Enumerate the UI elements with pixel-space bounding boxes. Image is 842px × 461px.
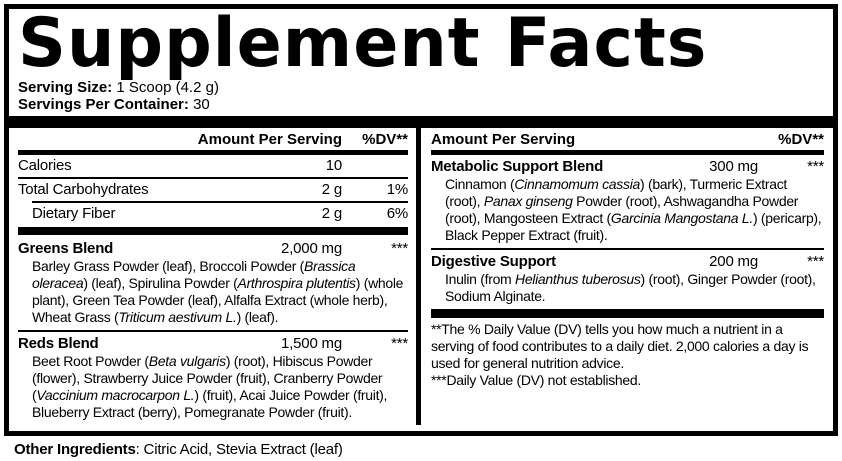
- serving-size-label: Serving Size:: [18, 79, 113, 96]
- greens-blend-amount: 2,000 mg: [281, 240, 342, 257]
- reds-blend-amount: 1,500 mg: [281, 335, 342, 352]
- serving-info: [18, 79, 824, 113]
- digestive-support-label: Digestive Support: [431, 253, 556, 270]
- left-header-amount: Amount Per Serving: [197, 131, 342, 148]
- total-carbohydrates-dv: 1%: [386, 181, 408, 198]
- calories-label: Calories: [18, 157, 72, 174]
- blend-reds-header: [18, 332, 408, 352]
- other-ingredients-line: [14, 441, 343, 458]
- column-left: [9, 128, 421, 425]
- footnote-not-established: ***Daily Value (DV) not established.: [431, 372, 641, 388]
- panel-title: Supplement Facts: [18, 4, 708, 84]
- dietary-fiber-dv: 6%: [386, 205, 408, 222]
- right-header-amount: Amount Per Serving: [431, 131, 576, 148]
- reds-blend-ingredients: Beet Root Powder (Beta vulgaris) (root), Hibiscus Powder (flower), Strawberry Juice Powder (fruit), Cranberry Powder (Vaccinium macrocarpon L.) (fruit), Acai Juice Powder (fruit), Blueberry Extract (berry), Pomegranate Powder (fruit).: [32, 353, 388, 420]
- facts-columns: [9, 128, 833, 425]
- serving-size-value: 1 Scoop (4.2 g): [116, 79, 219, 96]
- left-column-header: [18, 128, 408, 150]
- right-column-header: [431, 128, 824, 150]
- supplement-facts-panel: [4, 4, 838, 436]
- row-calories: [18, 155, 408, 177]
- metabolic-support-blend-amount: 300 mg: [709, 158, 758, 175]
- digestive-support-amount: 200 mg: [709, 253, 758, 270]
- digestive-support-dv: ***: [807, 253, 824, 270]
- footnote-daily-value: **The % Daily Value (DV) tells you how much a nutrient in a serving of food contributes to a daily diet. 2,000 calories a day is used for general nutrition advice.: [431, 321, 809, 371]
- other-ingredients-label: Other Ingredients: [14, 441, 136, 458]
- metabolic-support-blend-label: Metabolic Support Blend: [431, 158, 604, 175]
- blend-digestive-header: [431, 250, 824, 270]
- left-header-dv: %DV**: [362, 131, 408, 148]
- reds-blend-dv: ***: [391, 335, 408, 352]
- calories-amount: 10: [325, 157, 342, 174]
- greens-blend-label: Greens Blend: [18, 240, 114, 257]
- header-separator-bar: [9, 116, 833, 128]
- column-right: [421, 128, 833, 425]
- digestive-support-ingredients: Inulin (from Helianthus tuberosus) (root), Ginger Powder (root), Sodium Alginate.: [445, 271, 816, 304]
- total-carbohydrates-label: Total Carbohydrates: [18, 181, 149, 198]
- blend-metabolic-header: [431, 155, 824, 175]
- greens-blend-dv: ***: [391, 240, 408, 257]
- servings-per-container-label: Servings Per Container:: [18, 96, 189, 113]
- metabolic-support-ingredients: Cinnamon (Cinnamomum cassia) (bark), Turmeric Extract (root), Panax ginseng Powder (root), Ashwagandha Powder (root), Mangosteen Extract (Garcinia Mangostana L.) (pericarp), Black Pepper Extract (fruit).: [445, 176, 822, 243]
- servings-per-container-value: 30: [193, 96, 210, 113]
- row-dietary-fiber: [18, 203, 408, 225]
- row-total-carbohydrates: [18, 179, 408, 201]
- greens-blend-ingredients: Barley Grass Powder (leaf), Broccoli Powder (Brassica oleracea) (leaf), Spirulina Powder (Arthrospira plutentis) (whole plant), Green Tea Powder (leaf), Alfalfa Extract (whole herb), Wheat Grass (Triticum aestivum L.) (leaf).: [32, 258, 404, 325]
- dietary-fiber-label: Dietary Fiber: [32, 205, 116, 222]
- reds-blend-label: Reds Blend: [18, 335, 99, 352]
- metabolic-support-blend-dv: ***: [807, 158, 824, 175]
- total-carbohydrates-amount: 2 g: [321, 181, 342, 198]
- servings-per-container-line: [18, 96, 824, 113]
- footnote-separator-bar: [431, 309, 824, 318]
- right-header-dv: %DV**: [778, 131, 824, 148]
- dietary-fiber-amount: 2 g: [321, 205, 342, 222]
- section-separator-bar: [18, 227, 408, 235]
- blend-greens-header: [18, 237, 408, 257]
- footnotes: [431, 321, 824, 389]
- other-ingredients-value: : Citric Acid, Stevia Extract (leaf): [135, 441, 343, 458]
